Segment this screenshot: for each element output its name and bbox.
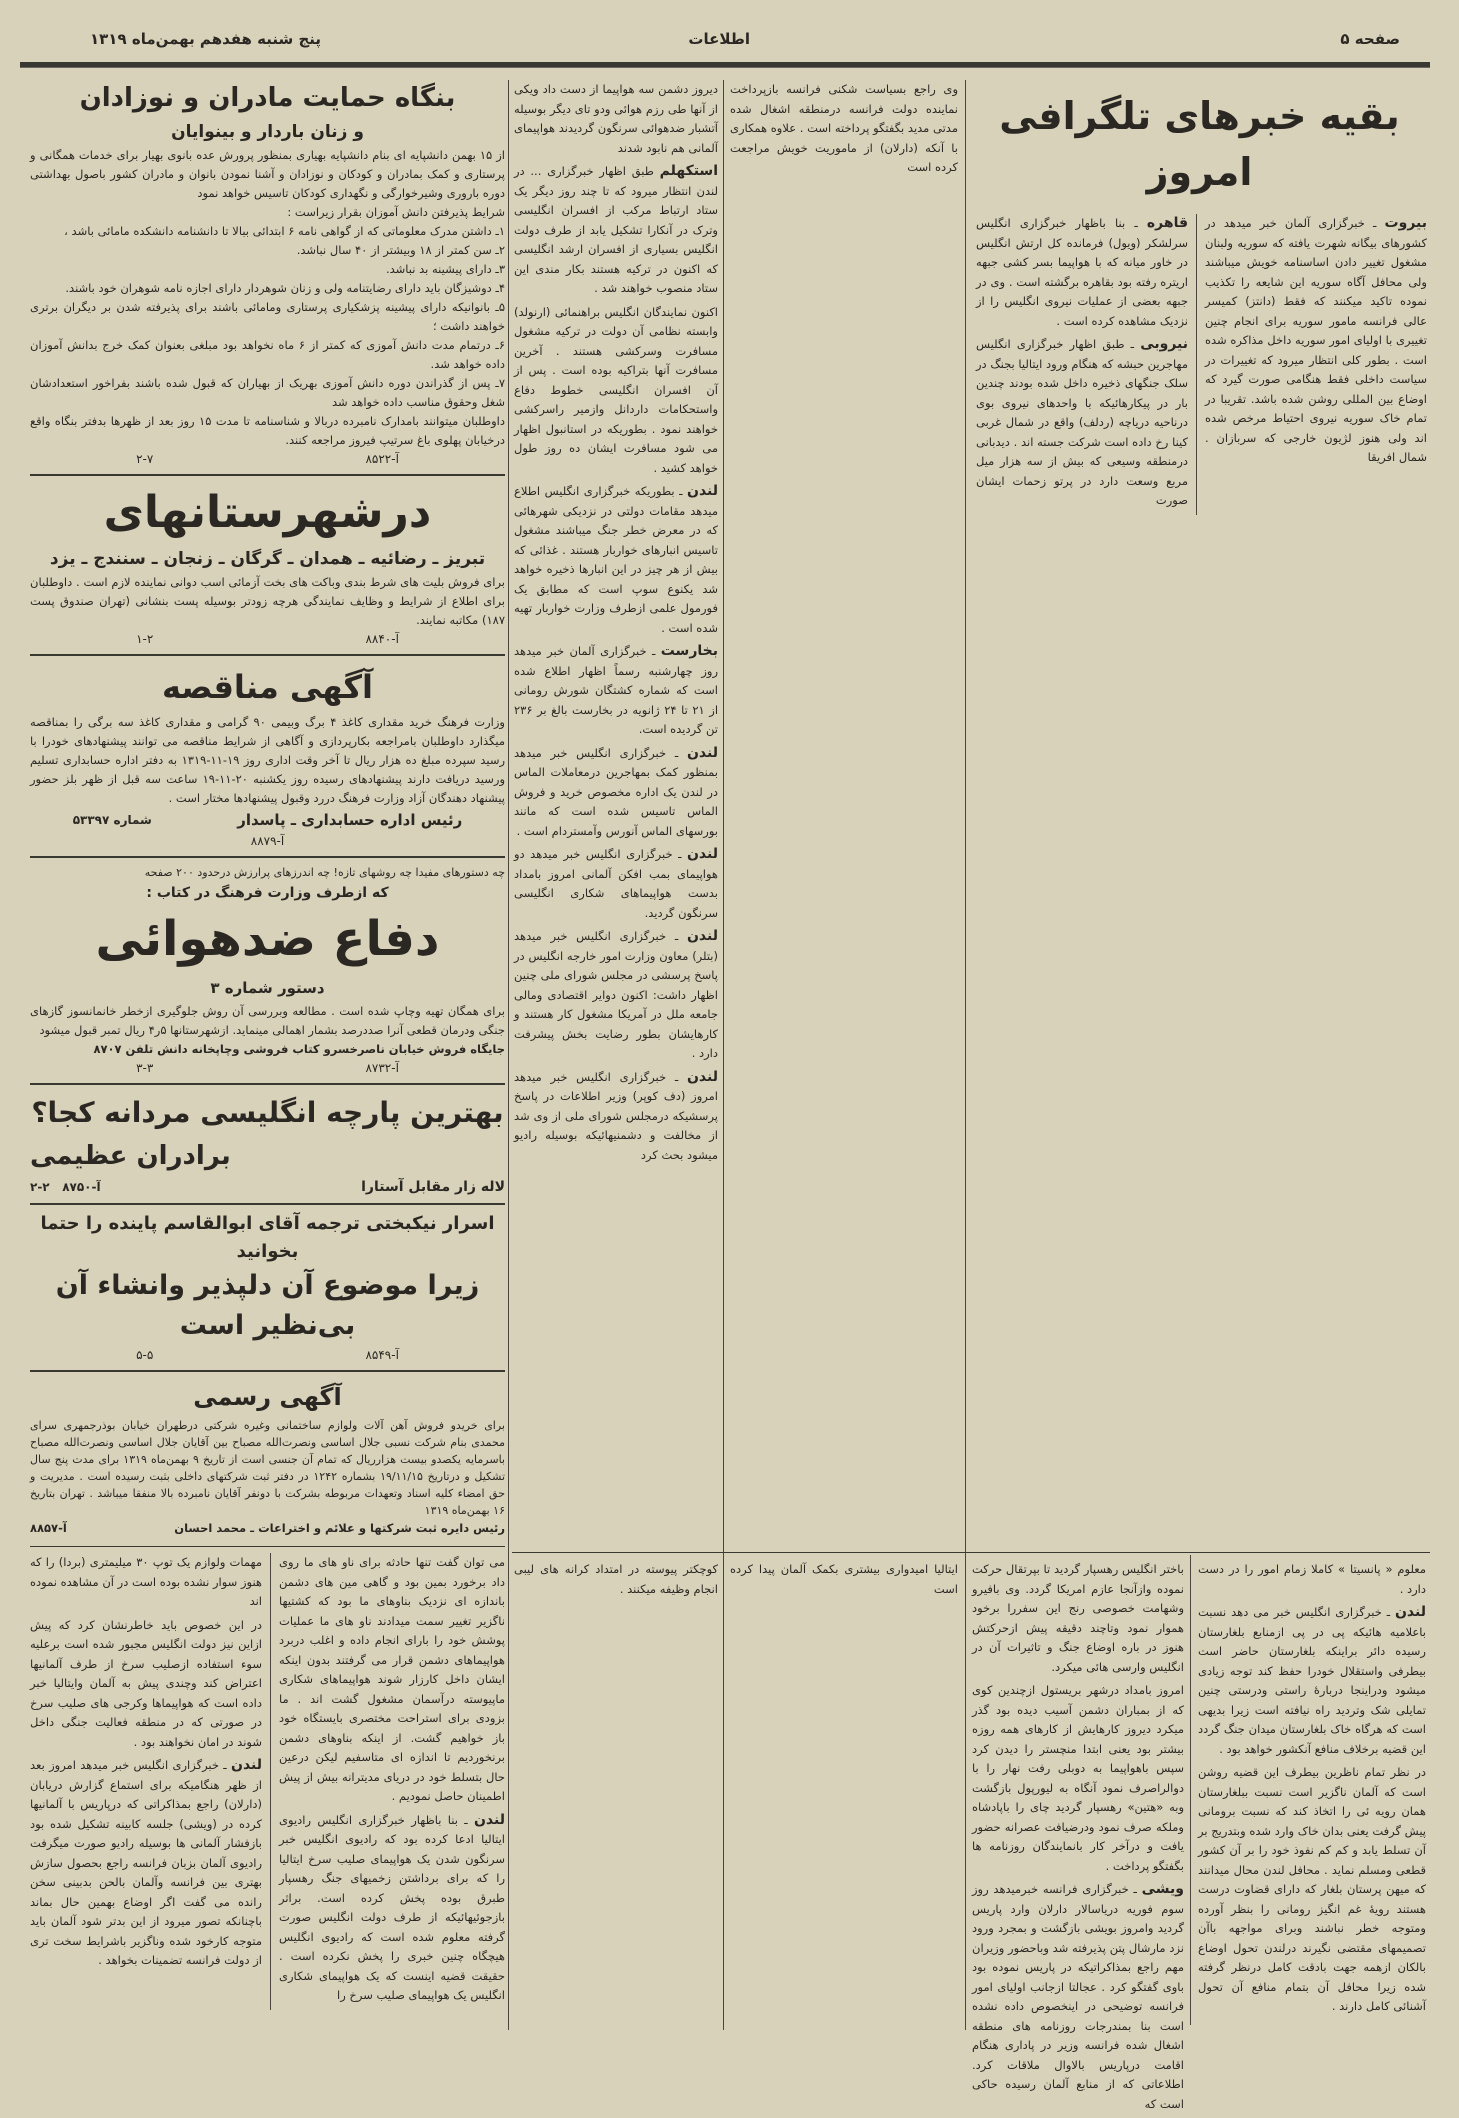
ad-condition: ۲ـ سن کمتر از ۱۸ وبیشتر از ۴۰ سال نباشد. [296,243,505,257]
ad-book-happiness [30,1210,505,1365]
ad-subtitle: دستور شماره ۳ [210,979,325,997]
ad-signer: رئیس اداره حسابداری ـ پاسدار [237,811,463,829]
news-item [279,1553,505,1807]
ad-conditions-title: شرایط پذیرفتن دانش آموزان بقرار زیراست : [287,205,505,219]
news-item [279,1811,505,2006]
news-item [976,335,1188,511]
ad-title: دفاع ضدهوائی [95,911,440,967]
news-text: ـ خبرگزاری فرانسه خبرمیدهد روز سوم فوریه دریاسالار دارلان وارد پاریس گردید وامروز بویشی بازگشت و بمجرد ورود نزد مارشال پتن پذیرفته شد وباحضور وزیران مهم راجع بمذاکراتیکه در پاریس نموده بود باوی گفتگو کرد . عجالتا ازجانب اولیای امور فرانسه توضیحی در اینخصوص داده نشده است بنا بمندرجات روزنامه های منطقه اشغال شده فرانسه وزیر در پاداری هنگام اقامت درپاریس بالاوال ملاقات کرد. اطلاعاتی که از منابع آلمان رسیده حاکی است که [972,1882,1184,2111]
news-text: ـ بطوریکه خبرگزاری انگلیس اطلاع میدهد مقامات دولتی در نزدیکی شهرهائی که در معرض خطر جنگ میباشند مشغول تاسیس انبارهای خواربار هستند . غذائی که بیش از هر چیز در این انبارها ذخیره خواهد شد یکنوع سوپ است که مطابق یک فورمول علمی ازطرف وزارت خواربار تهیه شده است . [514,484,718,635]
ad-address: لاله زار مقابل آستارا [361,1179,505,1195]
news-text: ایتالیا امیدواری بیشتری بکمک آلمان پیدا کرده است [730,1562,958,1596]
article-column [730,1560,958,1603]
ad-code: آ-۸۸۷۹ [250,834,285,848]
news-text: در این خصوص باید خاطرنشان کرد که پیش ازاین نیز دولت انگلیس مجبور شده است برعلیه سوء استفاده ازصلیب سرخ از طرف آلمانیها اعتراض کند وچندی پیش به آلمان وایتالیا خبر داده است که هواپیماها وکرجی های صلیب سرخ در صورتی که در منطقه فعالیت جنگی داخل شوند در امان نخواهند بود . [30,1617,262,1749]
news-text: ـ بنا باظهار خبرگزاری انگلیس سرلشکر (ویول) فرمانده کل ارتش انگلیس در خاور میانه که با هواپیما بسر کشی جبهه اریتره رفته بود بقاهره برگشته است . وی در جبهه بعضی از عملیات نیروی انگلیس را از نزدیک مشاهده کرده است . [976,216,1188,328]
news-item [730,80,958,178]
news-item [972,1880,1184,2114]
news-item [514,303,718,479]
section-divider [30,1546,505,1547]
news-text: معلوم « پانسیتا » کاملا زمام امور را در دست دارد . [1198,1562,1426,1596]
ad-code: آ-۸۵۲۲ [365,452,399,466]
ad-seller: جایگاه فروش خیابان ناصرخسرو کتاب فروشی وچاپخانه دانش تلفن ۸۷۰۷ [93,1042,505,1056]
ad-body: برای همگان تهیه وچاپ شده است . مطالعه وبررسی آن روش جلوگیری ازخطر خانمانسوز گازهای جنگی ودرمان قطعی آنرا صددرصد بشمار اهمالی مینماید. ازشهرستانها ۵ر۴ ریال تمبر قبول میشود [30,1004,505,1037]
page-number: صفحه ۵ [1340,30,1400,48]
section-divider [512,1552,1430,1553]
ad-cities: تبریز ـ رضائیه ـ همدان ـ گرگان ـ زنجان ـ سنندج ـ یزد [49,549,486,569]
news-text: ـ طبق اظهار خبرگزاری انگلیس مهاجرین حبشه که هنگام ورود ایتالیا بجنگ در سلک جنگهای ذخیره داخل شده بودند چندین بار در پیکارهائیکه با واحدهای نیروی بوی درناحیه دریاچه (ردلف) واقع در شمال غربی کینا رخ داده است شرکت جسته اند . دیدبانی درمنطقه وسیعی که بیش از سه هزار میل مربع وسعت دارد در پرتو زحمات ایشان صورت [976,337,1188,507]
ad-code: آ-۸۸۵۷ [30,1521,67,1535]
news-text: ـ خبرگزاری انگلیس خبر میدهد بمنظور کمک بمهاجرین درمعاملات الماس در لندن یک اداره مخصوص خرید و فروش الماس تاسیس شده است که مانند بورسهای الماس آنورس وآمستردام است . [514,745,718,838]
article-column [30,1553,270,2010]
ad-title: درشهرستانهای [103,487,432,538]
ad-intro: چه دستورهای مفیدا چه روشهای تازه! چه اندرزهای پرارزش درحدود ۲۰۰ صفحه [144,866,505,879]
column-divider [965,80,966,2030]
news-dateline: بخارست [660,643,718,659]
news-item [1198,1560,1426,1599]
ad-maternity [30,78,505,469]
ad-official-notice [30,1377,505,1538]
ad-condition: ۵ـ بانوانیکه دارای پیشینه پزشکیاری پرستاری ومامائی باشند برای پذیرفته شدن بر دیگران برتری خواهند داشت ؛ [30,300,505,333]
news-item [730,1560,958,1599]
ad-run: ۲-۲ [30,1180,50,1194]
news-item [30,1616,262,1753]
news-dateline: لندن [686,744,718,761]
news-dateline: ویشی [1141,1881,1184,1897]
news-item [30,1756,262,1971]
ad-run: ۵-۵ [136,1348,154,1362]
news-text: امروز بامداد درشهر بریستول ازچندین کوی که از بمباران دشمن آسیب دیده بود گذر میکرد دیروز کارهایش از کارهای همه روزه بیشتر بود یعنی ابتدا منچستر را دیدن کرد سپس باهواپیما به دوبلی رفت نهار را با دوالراصرف نمود آنگاه به لیورپول بازگشت وبه «هتین» رهسپار گردید چای را باپادشاه وملکه صرف نمود ودرضیافت عصرانه حضور یافت و درآخر کار بانمایندگان روزنامه ها بگفتگو پرداخت . [972,1683,1184,1873]
ad-provinces [30,481,505,649]
ad-line2: زیرا موضوع آن دلپذیر وانشاء آن بی‌نظیر است [55,1270,480,1341]
article-column [270,1553,505,2010]
ad-body: از ۱۵ بهمن دانشپایه ای بنام دانشپایه بهیاری بمنظور پرورش عده بانوی بهیار برای خدمات همگانی و پرستاری و کمک بمادران و کودکان و نوزادان و آشنا نمودن بانوان و مادران کشور باصول بهداشتی دوره باروری وشیرخوارگی و نگهداری کودکان تاسیس خواهد نمود [30,148,505,200]
ad-condition: ۱ـ داشتن مدرک معلوماتی که از گواهی نامه ۶ ابتدائی ببالا تا دانشنامه دانشکده مامائی باشد ، [64,224,505,238]
news-text: ـ خبرگزاری آلمان خبر میدهد در کشورهای بیگانه شهرت یافته که سوریه ولبنان مشغول تغییر دادن اساسنامه خویش میباشند ولی محافل آگاه سوریه این شایعه را تکذیب نموده تاکید میکنند که فقط (دانتز) کمیسر عالی فرانسه مامور سوریه برای انجام چنین تغییری با اولیای امور سوریه داخل مذاکره شده است . بطور کلی انتظار میرود که تغییرات در سیاست داخلی فقط هنگامی صورت گیرد که اوضاع بین المللی روشن شده باشد. تقریبا در تمام خاک سوریه نیروی احتیاط مرخص شده اند ولی هنوز لژیون خارجی که سربازان . شمال افریقا [1205,216,1427,464]
news-item [514,927,718,1064]
ad-intro2: که ازطرف وزارت فرهنگ در کتاب : [146,885,389,901]
news-dateline: لندن [231,1757,263,1773]
news-dateline: بیروت [1384,215,1427,231]
article-column [514,80,718,1169]
news-text: ـ بنا باظهار خبرگزاری انگلیس رادیوی ایتالیا ادعا کرده بود که رادیوی انگلیس خبر سرنگون شدن یک هواپیمای صلیب سرخ ایتالیا را که برای برداشتن زخمیهای جنگ رهسپار طبرق بوده پخش کرده است. براثر بازجوئیهائیکه از طرف دولت انگلیس صورت گرفته معلوم شده است که رادیوی انگلیس هیچگاه چنین خبری را پخش نکرده است . حقیقت قضیه اینست که یک هواپیمای شکاری انگلیس یک هواپیمای صلیب سرخ را [279,1812,505,2002]
news-dateline: لندن [687,483,719,499]
newspaper-name: اطلاعات [688,30,750,48]
news-dateline: لندن [686,928,718,944]
news-item [514,80,718,158]
news-item [972,1560,1184,1677]
ad-divider [30,1083,505,1085]
news-item [514,482,718,638]
ad-run: ۳-۳ [136,1061,154,1075]
news-item [1198,1603,1426,1759]
news-dateline: لندن [686,846,718,862]
ad-code: آ-۸۵۴۹ [365,1348,399,1362]
header-rule [20,62,1430,68]
news-item [30,1553,262,1612]
ad-shop-name: برادران عظیمی [30,1141,231,1171]
ad-divider [30,856,505,858]
ad-footer: داوطلبان میتوانند بامدارک نامبرده دربالا و شناسنامه تا مدت ۱۵ روز بعد از ظهرها بدفتر بنگاه واقع درخیابان پهلوی باغ سرتیپ فیروز مراجعه کنند. [30,414,505,447]
ad-number: شماره ۵۳۳۹۷ [72,813,152,827]
ad-title: آگهی مناقصه [162,668,373,706]
ad-title: آگهی رسمی [193,1383,342,1411]
article-column [1198,1560,1426,2021]
ad-body: برای فروش بلیت های شرط بندی وباکت های بخت آزمائی اسب دوانی نماینده لازم است . داوطلبان برای اطلاع از شرایط و وظایف نمایندگی هرچه زودتر بوسیله پست بنشانی (تهران صندوق پست ۱۸۷) مکاتبه نمایند. [30,575,505,627]
news-text: ـ خبرگزاری انگلیس خبر میدهد امروز بعد از ظهر هنگامیکه برای استماع گزارش دریابان (دارلان) راجع بمذاکراتی که درپاریس با آلمانیها کرده در (ویشی) جلسه کابینه تشکیل شده بود بازفشار آلمانی ها بوسیله رادیو صورت میگرفت رادیوی آلمان بزبان فرانسه راجع بحصول سازش بهتری بین فرانسه وآلمان بالحن بدبینی سخن رانده می گفت اگر اوضاع بهمین حال بماند باچنانکه تصور میرود از این بدتر شود آلمان باید متوجه کارخود شده وناگزیر باشرایط سخت تری از دولت فرانسه تضمینات بخواهد . [30,1758,262,1967]
ads-column [30,78,505,2010]
ad-subtitle: و زنان باردار و بینوایان [171,122,364,142]
issue-date: پنج شنبه هفدهم بهمن‌ماه ۱۳۱۹ [90,30,322,48]
ad-code: آ-۸۷۳۲ [365,1061,399,1075]
news-dateline: لندن [686,1068,718,1085]
news-text: باختر انگلیس رهسپار گردید تا بپرتقال حرکت نموده وازآنجا عازم امریکا گردد. وی بافیرو وشهامت خصوصی رنج این سفررا برخود هموار نمود وتاچند دقیقه پیش ازحرکتش هنوز در باره اوضاع جنگ و تاثیرات آن در انگلیس وارسی هائی میکرد. [972,1562,1184,1674]
news-item [514,1560,718,1599]
telegraph-news-block [972,80,1427,515]
news-item [972,1681,1184,1876]
ad-fabric [30,1090,505,1198]
page-header [30,30,1430,54]
news-text: طبق اظهار خبرگزاری ... در لندن انتظار میرود که تا چند روز دیگر یک ستاد ارتباط مرکب از افسران انگلیسی وترک در آنکارا تشکیل یابد از طرف دولت انگلیس بسیاری از افسران ارشد انگلیسی که اکنون در ترکیه هستند بکار مندی این ستاد منصوب خواهند شد . [514,164,718,295]
ad-condition: ۳ـ دارای پیشینه بد نباشد. [385,262,505,276]
news-text: می توان گفت تنها حادثه برای ناو های ما روی داد برخورد بمین بود و گاهی مین های دشمن باندازه ای نزدیک بناوهای ما بود که کشتیها ناگزیر تغییر سمت میدادند ناو های ما عملیات پوشش خود را بارای انجام داده و اغلب دربرد هواپیماهای دشمن قرار می گرفتند بدون اینکه ایشان داخل کارزار شوند هواپیماهای شکاری ماپیوسته درآسمان مشغول گشت اند . ما بزودی برای استراحت مختصری بایستگاه خود باز خواهیم گشت. از اینکه بناوهای دشمن برنخوردیم تا اندازه ای متاسفیم لیکن درعین حال بتسلط خود در دریای مدیترانه بیش از پیش اطمینان حاصل نمودیم . [279,1555,505,1803]
column-divider [1190,1555,1191,2025]
news-text: دیروز دشمن سه هواپیما از دست داد ویکی از آنها طی رزم هوائی ودو تای دیگر بوسیله آتشبار ضدهوائی سرنگون گردیدند هواپیمای آلمانی هم نابود شدند [514,82,718,155]
news-text: کوچکتر پیوسته در امتداد کرانه های لیبی انجام وظیفه میکنند . [514,1562,718,1596]
ad-divider [30,474,505,476]
ad-title: بنگاه حمایت مادران و نوزادان [79,83,456,113]
main-headline: بقیه خبرهای تلگرافی امروز [999,94,1400,194]
column-divider [508,80,509,2030]
news-item [1205,214,1427,468]
news-dateline: استکهلم [659,163,718,179]
news-text: ـ خبرگزاری انگلیس خبر میدهد امروز (دف کوپر) وزیر اطلاعات در پاسخ پرسشیکه درمجلس شورای ملی از وی شد از مخالفت و دشمنیهائیکه بوسیله رادیو میشود بحث کرد [514,1069,718,1162]
news-text: در نظر تمام ناظرین بیطرف این قضیه روشن است که آلمان ناگزیر است نسبت ببلغارستان همان رویه ئی را اتخاذ کند که نسبت برومانی پیش گرفت یعنی بدان خاک وارد شده وبتدریج بر آن تسلط یابد و کم کم نفوذ خود را بر آن کشور قطعی ومسلم نماید . محافل لندن محال میدانند که میهن پرستان بلغار که دارای قضاوت درست هستند رویهٔ غم انگیز رومانی را بنظر آورده ومتوجه خطر نباشند وبرای مواجهه باآن تصمیمهای مقتضی نگیرند درلندن تحول اوضاع بالکان ازهمه جهت بادقت کامل درنظر گرفته شده زیرا محافل آن بتمام منافع آن تحول آشنائی کامل دارند . [1198,1765,1426,2013]
ad-signer: رئیس دایره ثبت شرکتها و علائم و اختراعات ـ محمد احسان [174,1521,505,1535]
ad-code: آ-۸۸۴۰ [365,632,399,646]
ad-condition: ۶ـ درتمام مدت دانش آموزی که کمتر از ۶ ماه نخواهد بود مبلغی بعنوان کمک خرج بدانش آموزان داده خواهد شد. [30,338,505,371]
article-column [1196,214,1427,515]
ad-tender [30,661,505,851]
news-item [514,642,718,740]
news-text: اکنون نمایندگان انگلیس براهنمائی (ارنولد) وابسته نظامی آن دولت در ترکیه مشغول مسافرت وسرکشی هستند . آخرین مسافرت آنها بتراکیه بوده است . پس از آن افسران انگلیسی خطوط دفاع واستحکامات داردانل وازمیر راسرکشی خواهند نمود . بطوریکه در استانبول اظهار می شود مسافرت ایشان ده روز طول خواهد کشید . [514,304,718,475]
lower-left-news [30,1553,505,2010]
ad-divider [30,1203,505,1205]
ad-condition: ۴ـ دوشیزگان باید دارای رضایتنامه ولی و زنان شوهردار دارای اجازه نامه شوهران خود باشند. [65,281,505,295]
ad-line1: اسرار نیکبختی ترجمه آقای ابوالقاسم پاینده را حتما بخوانید [40,1213,495,1262]
news-item [514,744,718,842]
ad-body: برای خریدو فروش آهن آلات ولوازم ساختمانی وغیره شرکتی درطهران خیابان بوذرجمهری سرای محمدی بنام شرکت نسبی جلال اساسی ونصرت‌الله مصباح بین آقایان جلال اساسی ونصرت‌الله مصباح باسرمایه یکصدو بیست هزارریال که تمام آن جنسی است از تاریخ ۹ بهمن‌ماه ۱۳۱۹ برای مدت پنج سال تشکیل و درتاریخ ۱۹/۱۱/۱۵ بشماره ۱۲۴۲ در دفتر ثبت شرکتهای داخلی بثبت رسیده است . مدیریت و حق امضاء کلیه اسناد وتعهدات مربوطه بشرکت با دونفر آقایان نامبرده بالا منفقا میباشد . تهران بتاریخ ۱۶ بهمن‌ماه ۱۳۱۹ [30,1419,506,1517]
news-dateline: قاهره [1146,215,1189,231]
news-item [514,1068,718,1166]
article-column [972,1560,1184,2118]
ad-air-defense-book [30,863,505,1078]
news-text: ـ خبرگزاری انگلیس خبر می دهد نسبت باعلامیه هائیکه پی در پی ازمنابع بلغارستان رسیده دائر براینکه بلغارستان حاضر است بیطرفی واستقلال خودرا حفظ کند توجه زیادی میشود ودراینجا دربارهٔ راستی ودرستی چنین تمایلی شک وتردید راه نیافته است زیرا بدیهی است که هرگاه خاک بلغارستان میدان جنگ گردد این قضیه برخلاف منافع آنکشور خواهد بود . [1198,1605,1426,1756]
ad-divider [30,654,505,656]
news-text: ـ خبرگزاری آلمان خبر میدهد روز چهارشنبه رسماً اظهار اطلاع شده است که شماره کشتگان شورش رومانی از ۲۱ تا ۲۴ ژانویه در بخارست بالغ بر ۲۳۶ تن گردیده است. [514,644,719,736]
news-dateline: لندن [473,1811,505,1828]
news-dateline: لندن [1394,1604,1426,1620]
ad-run: ۱-۲ [136,632,154,646]
news-item [514,845,718,923]
ad-divider [30,1370,505,1372]
news-item [1198,1763,1426,2017]
news-text: مهمات ولوازم یک توپ ۳۰ میلیمتری (بردا) را که هنوز سوار نشده بوده است در آن مشاهده نموده اند [30,1555,262,1608]
column-divider [723,80,724,2030]
article-column [730,80,958,182]
news-text: وی راجع بسیاست شکنی فرانسه بازپرداخت نماینده دولت فرانسه درمنطقه اشغال شده مدتی مدید بگفتگو پرداخته است . علاوه همکاری با آنکه (دارلان) از ماموریت خویش مراجعت کرده است [730,82,958,174]
news-item [976,214,1188,331]
news-item [514,162,718,299]
article-column [976,214,1196,515]
ad-condition: ۷ـ پس از گذراندن دوره دانش آموزی بهریک از بهیاران که قبول شده باشند بفراخور استعدادشان شغل وحقوق مناسب داده خواهد شد [30,376,505,409]
ad-title: بهترین پارچه انگلیسی مردانه کجا؟ [31,1096,504,1129]
news-text: ـ خبرگزاری انگلیس خبر میدهد دو هواپیمای بمب افکن آلمانی امروز بامداد بدست هواپیماهای شکاری انگلیسی سرنگون گردید. [514,847,718,920]
news-text: ـ خبرگزاری انگلیس خبر میدهد (بتلر) معاون وزارت امور خارجه انگلیس در پاسخ پرسشی در مجلس شورای ملی چنین اظهار داشت: اکنون دوایر اقتصادی ومالی جامعه ملل در آمریکا مشغول کار هستند و کارهایشان بطور رضایت بخش پیشرفت دارد . [514,929,718,1060]
article-column [514,1560,718,1603]
ad-code: آ-۸۷۵۰ [62,1180,101,1194]
ad-run: ۲-۷ [136,452,154,466]
ad-body: وزارت فرهنگ خرید مقداری کاغذ ۴ برگ وبیمی ۹۰ گرامی و مقداری کاغذ سه برگی را بمناقصه میگذارد داوطلبان بامراجعه بکارپردازی و آگاهی از شرایط مناقصه می توانند پیشنهادهای خودرا با رسید سپرده مبلغ ده هزار ریال تا آخر وقت اداری روز ۱۹-۱۱-۱۳۱۹ به دفتر اداره حسابداری تسلیم ورسید دریافت دارند پیشنهادهای رسیده روز یکشنبه ۲۰-۱۱-۱۹ ساعت سه قبل از ظهر بلز حضور پیشنهاد دهندگان آزاد وزارت فرهنگ دررد وقبول پیشنهادها مختار است . [30,715,506,805]
news-dateline: نیروبی [1140,336,1189,352]
